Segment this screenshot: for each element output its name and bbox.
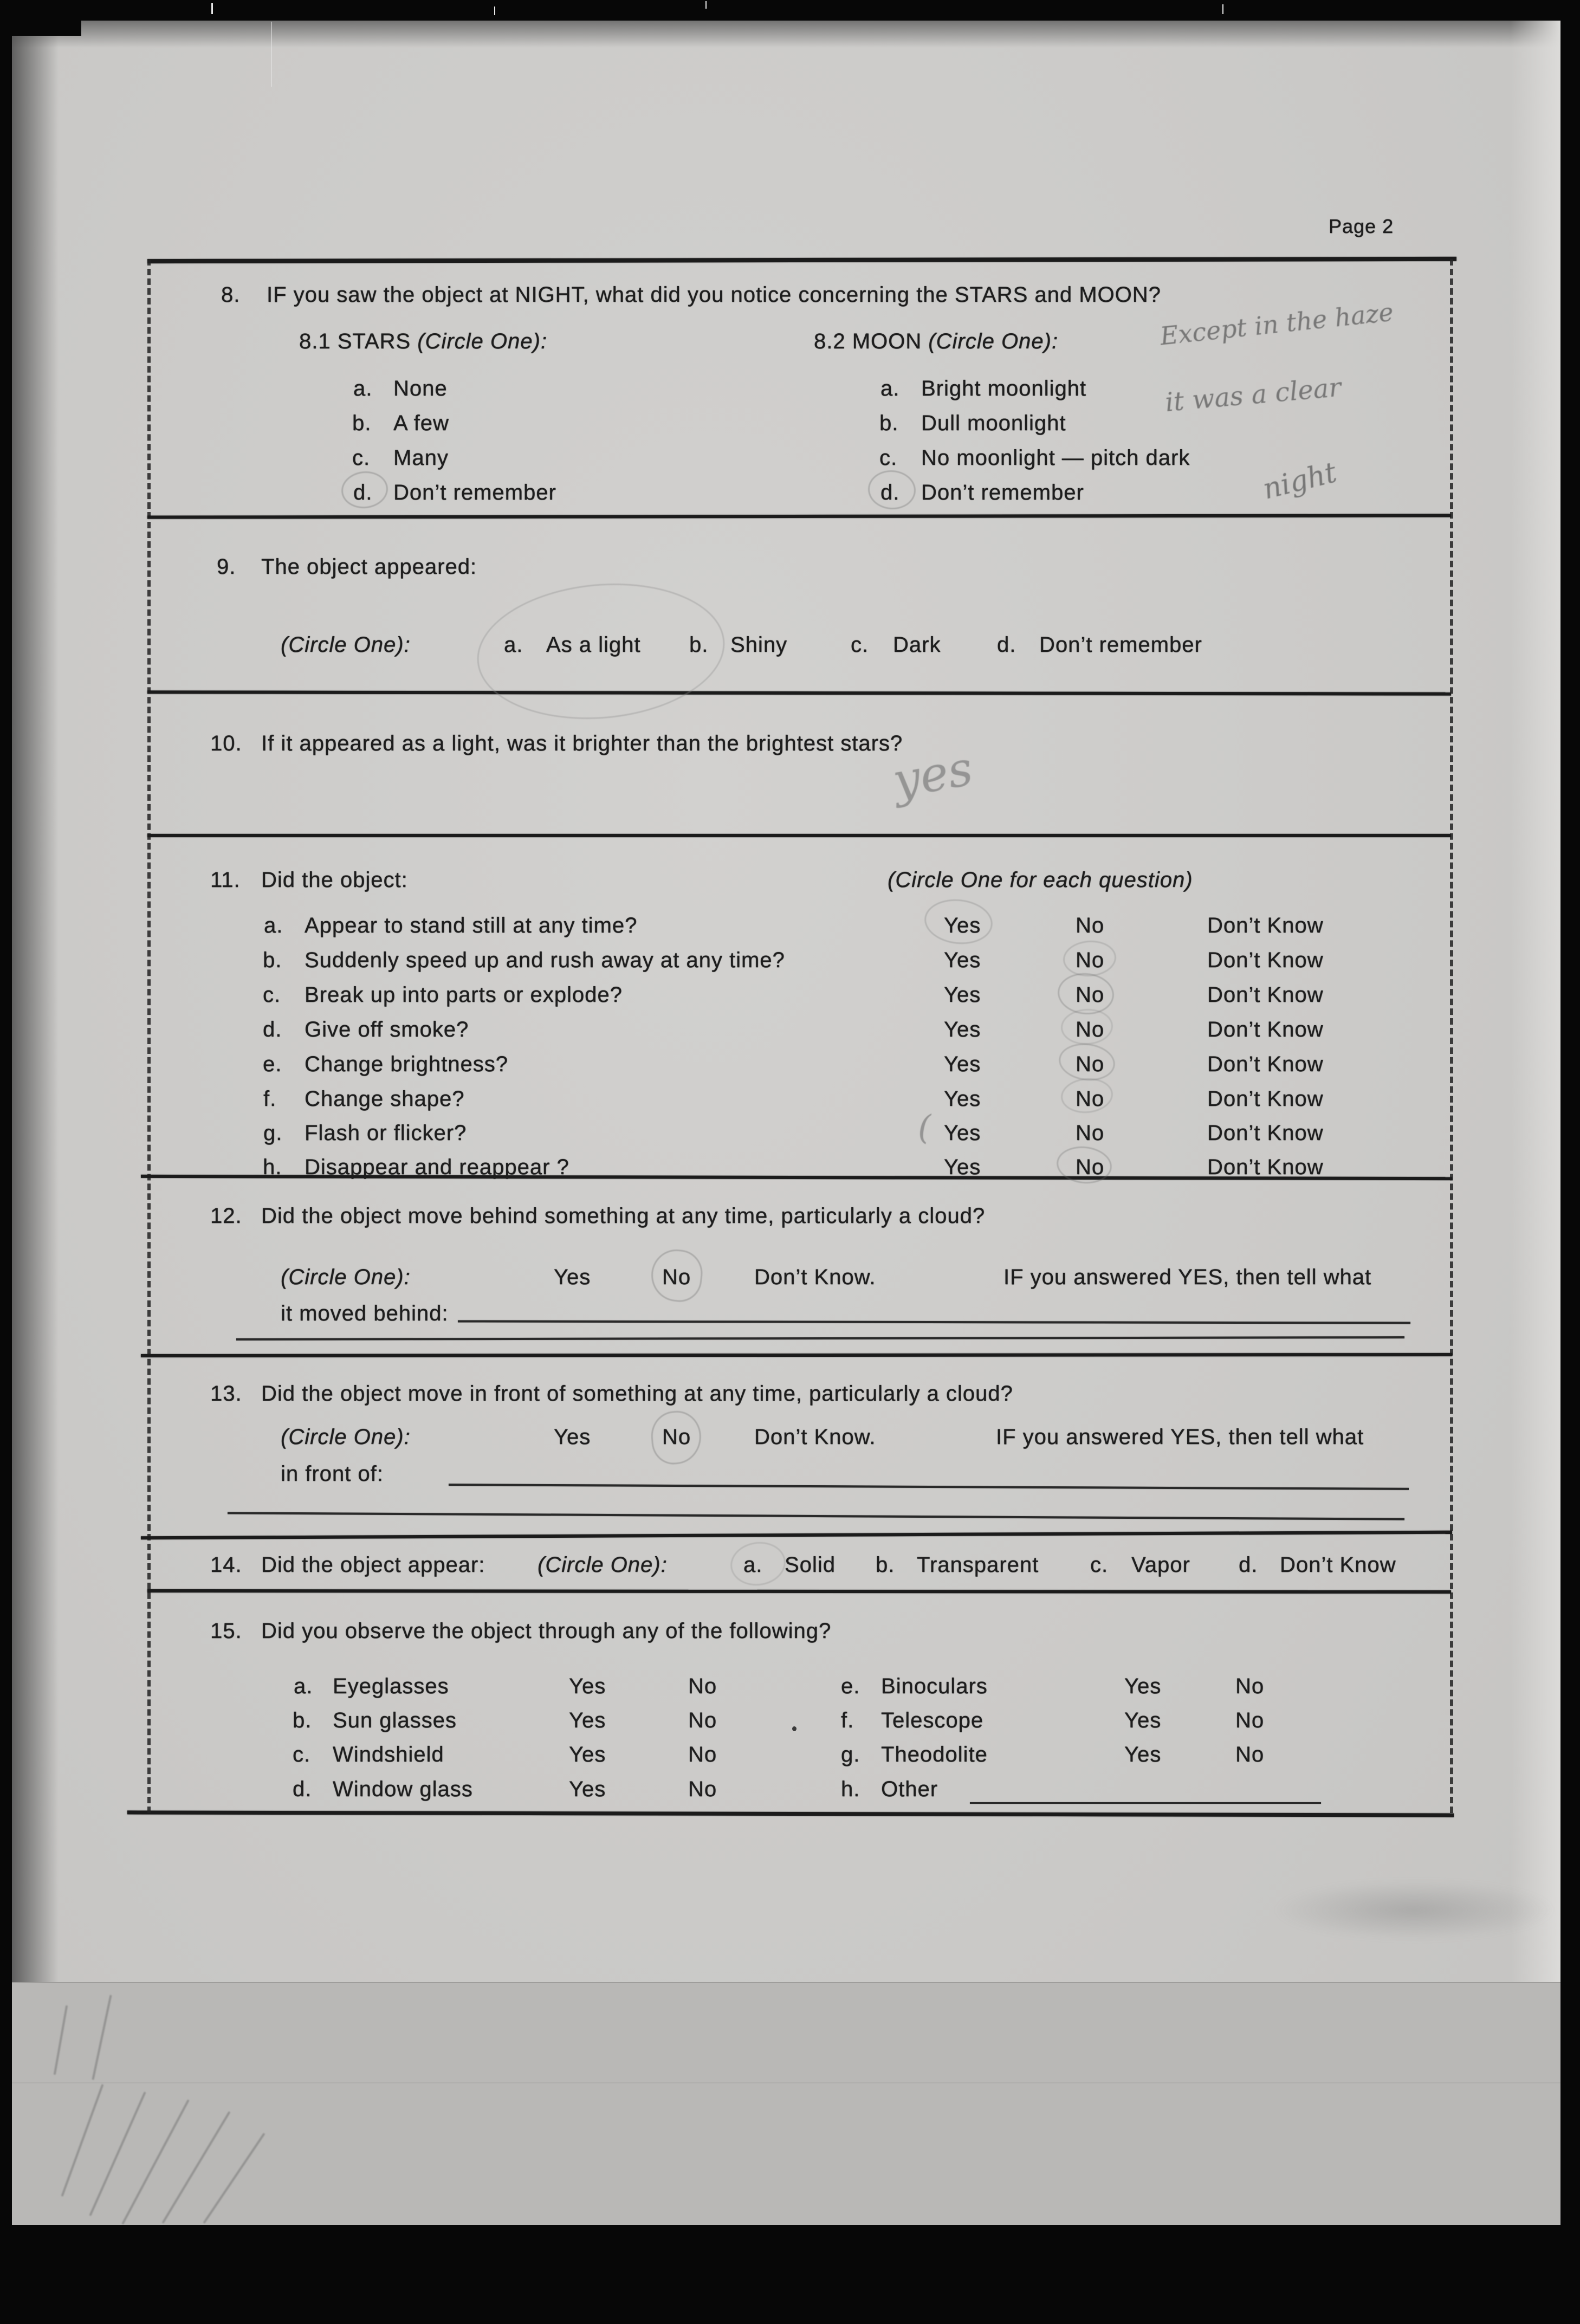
q9-option-c: Dark — [893, 633, 941, 657]
q11-number: 11. — [210, 868, 241, 892]
q11-row-d-letter: d. — [263, 1018, 282, 1041]
q15-b-yes: Yes — [569, 1708, 606, 1732]
q15-a-letter: a. — [294, 1674, 313, 1698]
q11-row-b-no: No — [1076, 948, 1105, 972]
q11-row-g-text: Flash or flicker? — [305, 1121, 467, 1145]
margin-note-line3: night — [1259, 456, 1341, 506]
q15-b-text: Sun glasses — [333, 1708, 457, 1732]
q8-text: IF you saw the object at NIGHT, what did you notice concerning the STARS and MOON? — [267, 283, 1161, 307]
q11-row-h-yes: Yes — [944, 1155, 981, 1179]
q11-row-f-no: No — [1076, 1087, 1105, 1111]
scan-speck — [792, 1726, 797, 1731]
q14-option-b: Transparent — [917, 1553, 1039, 1577]
section-rule-10-11 — [147, 834, 1451, 837]
q15-f-text: Telescope — [881, 1708, 984, 1732]
q8-stars-option-b-letter: b. — [352, 411, 372, 435]
q14-option-d: Don’t Know — [1280, 1553, 1396, 1577]
q15-d-no: No — [688, 1777, 717, 1801]
q15-c-text: Windshield — [333, 1743, 444, 1766]
q11-row-h-text: Disappear and reappear ? — [305, 1155, 569, 1179]
q11-row-f-yes: Yes — [944, 1087, 981, 1111]
q8-moon-option-a: Bright moonlight — [921, 377, 1087, 400]
q11-text: Did the object: — [261, 868, 408, 892]
scan-frame-left — [0, 0, 12, 2324]
q15-g-text: Theodolite — [881, 1743, 988, 1766]
q14-option-c-letter: c. — [1090, 1553, 1109, 1577]
q9-option-b: Shiny — [730, 633, 788, 657]
q15-f-letter: f. — [841, 1708, 854, 1732]
q11-row-b-dk: Don’t Know — [1207, 948, 1324, 972]
q11-row-f-dk: Don’t Know — [1207, 1087, 1324, 1111]
q13-circle-note: (Circle One): — [281, 1425, 411, 1449]
q9-number: 9. — [217, 555, 236, 579]
q14-option-c: Vapor — [1131, 1553, 1190, 1577]
q15-d-letter: d. — [293, 1777, 312, 1801]
q11-row-c-letter: c. — [263, 983, 281, 1007]
q11-row-h-letter: h. — [263, 1155, 282, 1179]
q12-number: 12. — [210, 1204, 242, 1228]
q14-text: Did the object appear: — [261, 1553, 485, 1577]
scan-speck — [211, 3, 213, 14]
q8-stars-option-d: Don’t remember — [393, 481, 556, 504]
q15-a-text: Eyeglasses — [333, 1674, 449, 1698]
scan-shadow-top — [12, 20, 1560, 48]
q14-option-d-letter: d. — [1239, 1553, 1258, 1577]
q15-e-no: No — [1235, 1674, 1265, 1698]
q9-option-a-letter: a. — [504, 633, 523, 657]
q13-tail: in front of: — [281, 1462, 384, 1486]
q13-text: Did the object move in front of something at any time, particularly a cloud? — [261, 1382, 1013, 1406]
q11-row-e-letter: e. — [263, 1052, 282, 1076]
q14-number: 14. — [210, 1553, 242, 1577]
q8-moon-option-c: No moonlight — pitch dark — [921, 446, 1190, 470]
page-number-label: Page 2 — [1329, 215, 1394, 237]
q10-number: 10. — [210, 731, 242, 755]
scan-speck — [1222, 4, 1223, 14]
q11-row-e-text: Change brightness? — [305, 1052, 509, 1076]
q11-row-d-text: Give off smoke? — [305, 1018, 469, 1041]
q13-yes: Yes — [554, 1425, 591, 1449]
q9-option-c-letter: c. — [851, 633, 869, 657]
form-border-right — [1450, 259, 1453, 1813]
scan-speck — [271, 22, 272, 87]
q12-text: Did the object move behind something at any time, particularly a cloud? — [261, 1204, 986, 1228]
q9-option-b-letter: b. — [689, 633, 709, 657]
q11-row-f-text: Change shape? — [305, 1087, 465, 1111]
q11-row-c-dk: Don’t Know — [1207, 983, 1324, 1007]
q8-moon-option-b-letter: b. — [879, 411, 899, 435]
q13-no: No — [662, 1425, 691, 1449]
q11-row-g-letter: g. — [263, 1121, 283, 1145]
form-border-left — [147, 259, 151, 1813]
q11-row-d-yes: Yes — [944, 1018, 981, 1041]
q11-row-b-yes: Yes — [944, 948, 981, 972]
q11-row-h-no: No — [1076, 1155, 1105, 1179]
q15-f-yes: Yes — [1124, 1708, 1162, 1732]
q10-handwritten-answer: yes — [889, 740, 977, 809]
q12-tail: it moved behind: — [281, 1302, 449, 1325]
q15-d-yes: Yes — [569, 1777, 606, 1801]
q8-stars-option-d-letter: d. — [353, 481, 373, 504]
scan-frame-top — [0, 0, 1580, 21]
q15-c-no: No — [688, 1743, 717, 1766]
q14-circle-note: (Circle One): — [538, 1553, 668, 1577]
q8-stars-option-c-letter: c. — [352, 446, 371, 470]
q12-yes: Yes — [554, 1265, 591, 1289]
q15-c-letter: c. — [293, 1743, 311, 1766]
q9-text: The object appeared: — [261, 555, 477, 579]
scan-frame-right — [1560, 0, 1580, 2324]
q15-text: Did you observe the object through any of the following? — [261, 1619, 832, 1643]
q10-text: If it appeared as a light, was it brighter than the brightest stars? — [261, 731, 903, 755]
q15-g-no: No — [1235, 1743, 1265, 1766]
q11-row-e-yes: Yes — [944, 1052, 981, 1076]
q12-note: IF you answered YES, then tell what — [1003, 1265, 1372, 1289]
q11-row-d-no: No — [1076, 1018, 1105, 1041]
scan-smudge — [1273, 1880, 1555, 1940]
q8-moon-option-b: Dull moonlight — [921, 411, 1066, 435]
q8-stars-option-c: Many — [393, 446, 449, 470]
q11-row-a-letter: a. — [264, 914, 283, 937]
q11-row-g-no: No — [1076, 1121, 1105, 1145]
q11-row-g-yes: Yes — [944, 1121, 981, 1145]
q15-b-letter: b. — [293, 1708, 312, 1732]
scan-frame-corner — [0, 0, 81, 36]
margin-note-line1: Except in the haze — [1158, 297, 1395, 351]
q15-e-letter: e. — [841, 1674, 860, 1698]
q12-circle-note: (Circle One): — [281, 1265, 411, 1289]
q9-circle-note: (Circle One): — [281, 633, 411, 657]
q12-dk: Don’t Know. — [754, 1265, 876, 1289]
q8-number: 8. — [221, 283, 241, 307]
q11-row-a-yes: Yes — [944, 914, 981, 937]
q11-row-e-dk: Don’t Know — [1207, 1052, 1324, 1076]
q11-row-c-no: No — [1076, 983, 1105, 1007]
q15-g-letter: g. — [841, 1743, 860, 1766]
q11-row-g-dk: Don’t Know — [1207, 1121, 1324, 1145]
q15-f-no: No — [1235, 1708, 1265, 1732]
q11-row-b-text: Suddenly speed up and rush away at any time? — [305, 948, 785, 972]
scan-artifact-line — [12, 2082, 1560, 2083]
q15-b-no: No — [688, 1708, 717, 1732]
q15-e-text: Binoculars — [881, 1674, 988, 1698]
q8-stars-option-a-letter: a. — [353, 377, 373, 400]
pencil-mark-q11-g-yes: ( — [918, 1108, 931, 1147]
q15-a-yes: Yes — [569, 1674, 606, 1698]
q15-d-text: Window glass — [333, 1777, 473, 1801]
q9-option-d: Don’t remember — [1039, 633, 1202, 657]
q11-row-b-letter: b. — [263, 948, 282, 972]
q11-row-c-yes: Yes — [944, 983, 981, 1007]
q8-stars-heading: 8.1 STARS (Circle One): — [299, 329, 547, 353]
q15-h-letter: h. — [841, 1777, 860, 1801]
scan-frame-bottom — [0, 2225, 1580, 2324]
q8-stars-option-b: A few — [393, 411, 449, 435]
q15-g-yes: Yes — [1124, 1743, 1162, 1766]
scan-backing-area — [12, 1982, 1560, 2226]
q14-option-a-letter: a. — [743, 1553, 763, 1577]
q15-other-line — [970, 1802, 1321, 1804]
q13-dk: Don’t Know. — [754, 1425, 876, 1449]
q11-row-a-no: No — [1076, 914, 1105, 937]
q8-moon-option-d-letter: d. — [880, 481, 900, 504]
q8-moon-option-c-letter: c. — [879, 446, 898, 470]
q15-h-text: Other — [881, 1777, 938, 1801]
q15-number: 15. — [210, 1619, 242, 1643]
q13-note: IF you answered YES, then tell what — [996, 1425, 1364, 1449]
q12-no: No — [662, 1265, 691, 1289]
margin-note-line2: it was a clear — [1164, 372, 1343, 418]
q9-option-a: As a light — [546, 633, 641, 657]
q15-a-no: No — [688, 1674, 717, 1698]
q15-c-yes: Yes — [569, 1743, 606, 1766]
q8-moon-heading: 8.2 MOON (Circle One): — [814, 329, 1058, 353]
q13-number: 13. — [210, 1382, 242, 1406]
q11-row-h-dk: Don’t Know — [1207, 1155, 1324, 1179]
scan-shadow-left — [12, 20, 59, 2225]
q11-row-a-dk: Don’t Know — [1207, 914, 1324, 937]
q15-e-yes: Yes — [1124, 1674, 1162, 1698]
q9-option-d-letter: d. — [997, 633, 1016, 657]
q8-moon-option-d: Don’t remember — [921, 481, 1084, 504]
q11-instruction: (Circle One for each question) — [888, 868, 1193, 892]
q8-moon-option-a-letter: a. — [880, 377, 900, 400]
scan-speck — [705, 1, 707, 9]
q11-row-f-letter: f. — [263, 1087, 277, 1111]
q14-option-b-letter: b. — [876, 1553, 895, 1577]
q14-option-a: Solid — [785, 1553, 836, 1577]
q11-row-e-no: No — [1076, 1052, 1105, 1076]
scan-speck — [494, 7, 495, 15]
q11-row-c-text: Break up into parts or explode? — [305, 983, 623, 1007]
q11-row-d-dk: Don’t Know — [1207, 1018, 1324, 1041]
q11-row-a-text: Appear to stand still at any time? — [305, 914, 638, 937]
q8-stars-option-a: None — [393, 377, 448, 400]
